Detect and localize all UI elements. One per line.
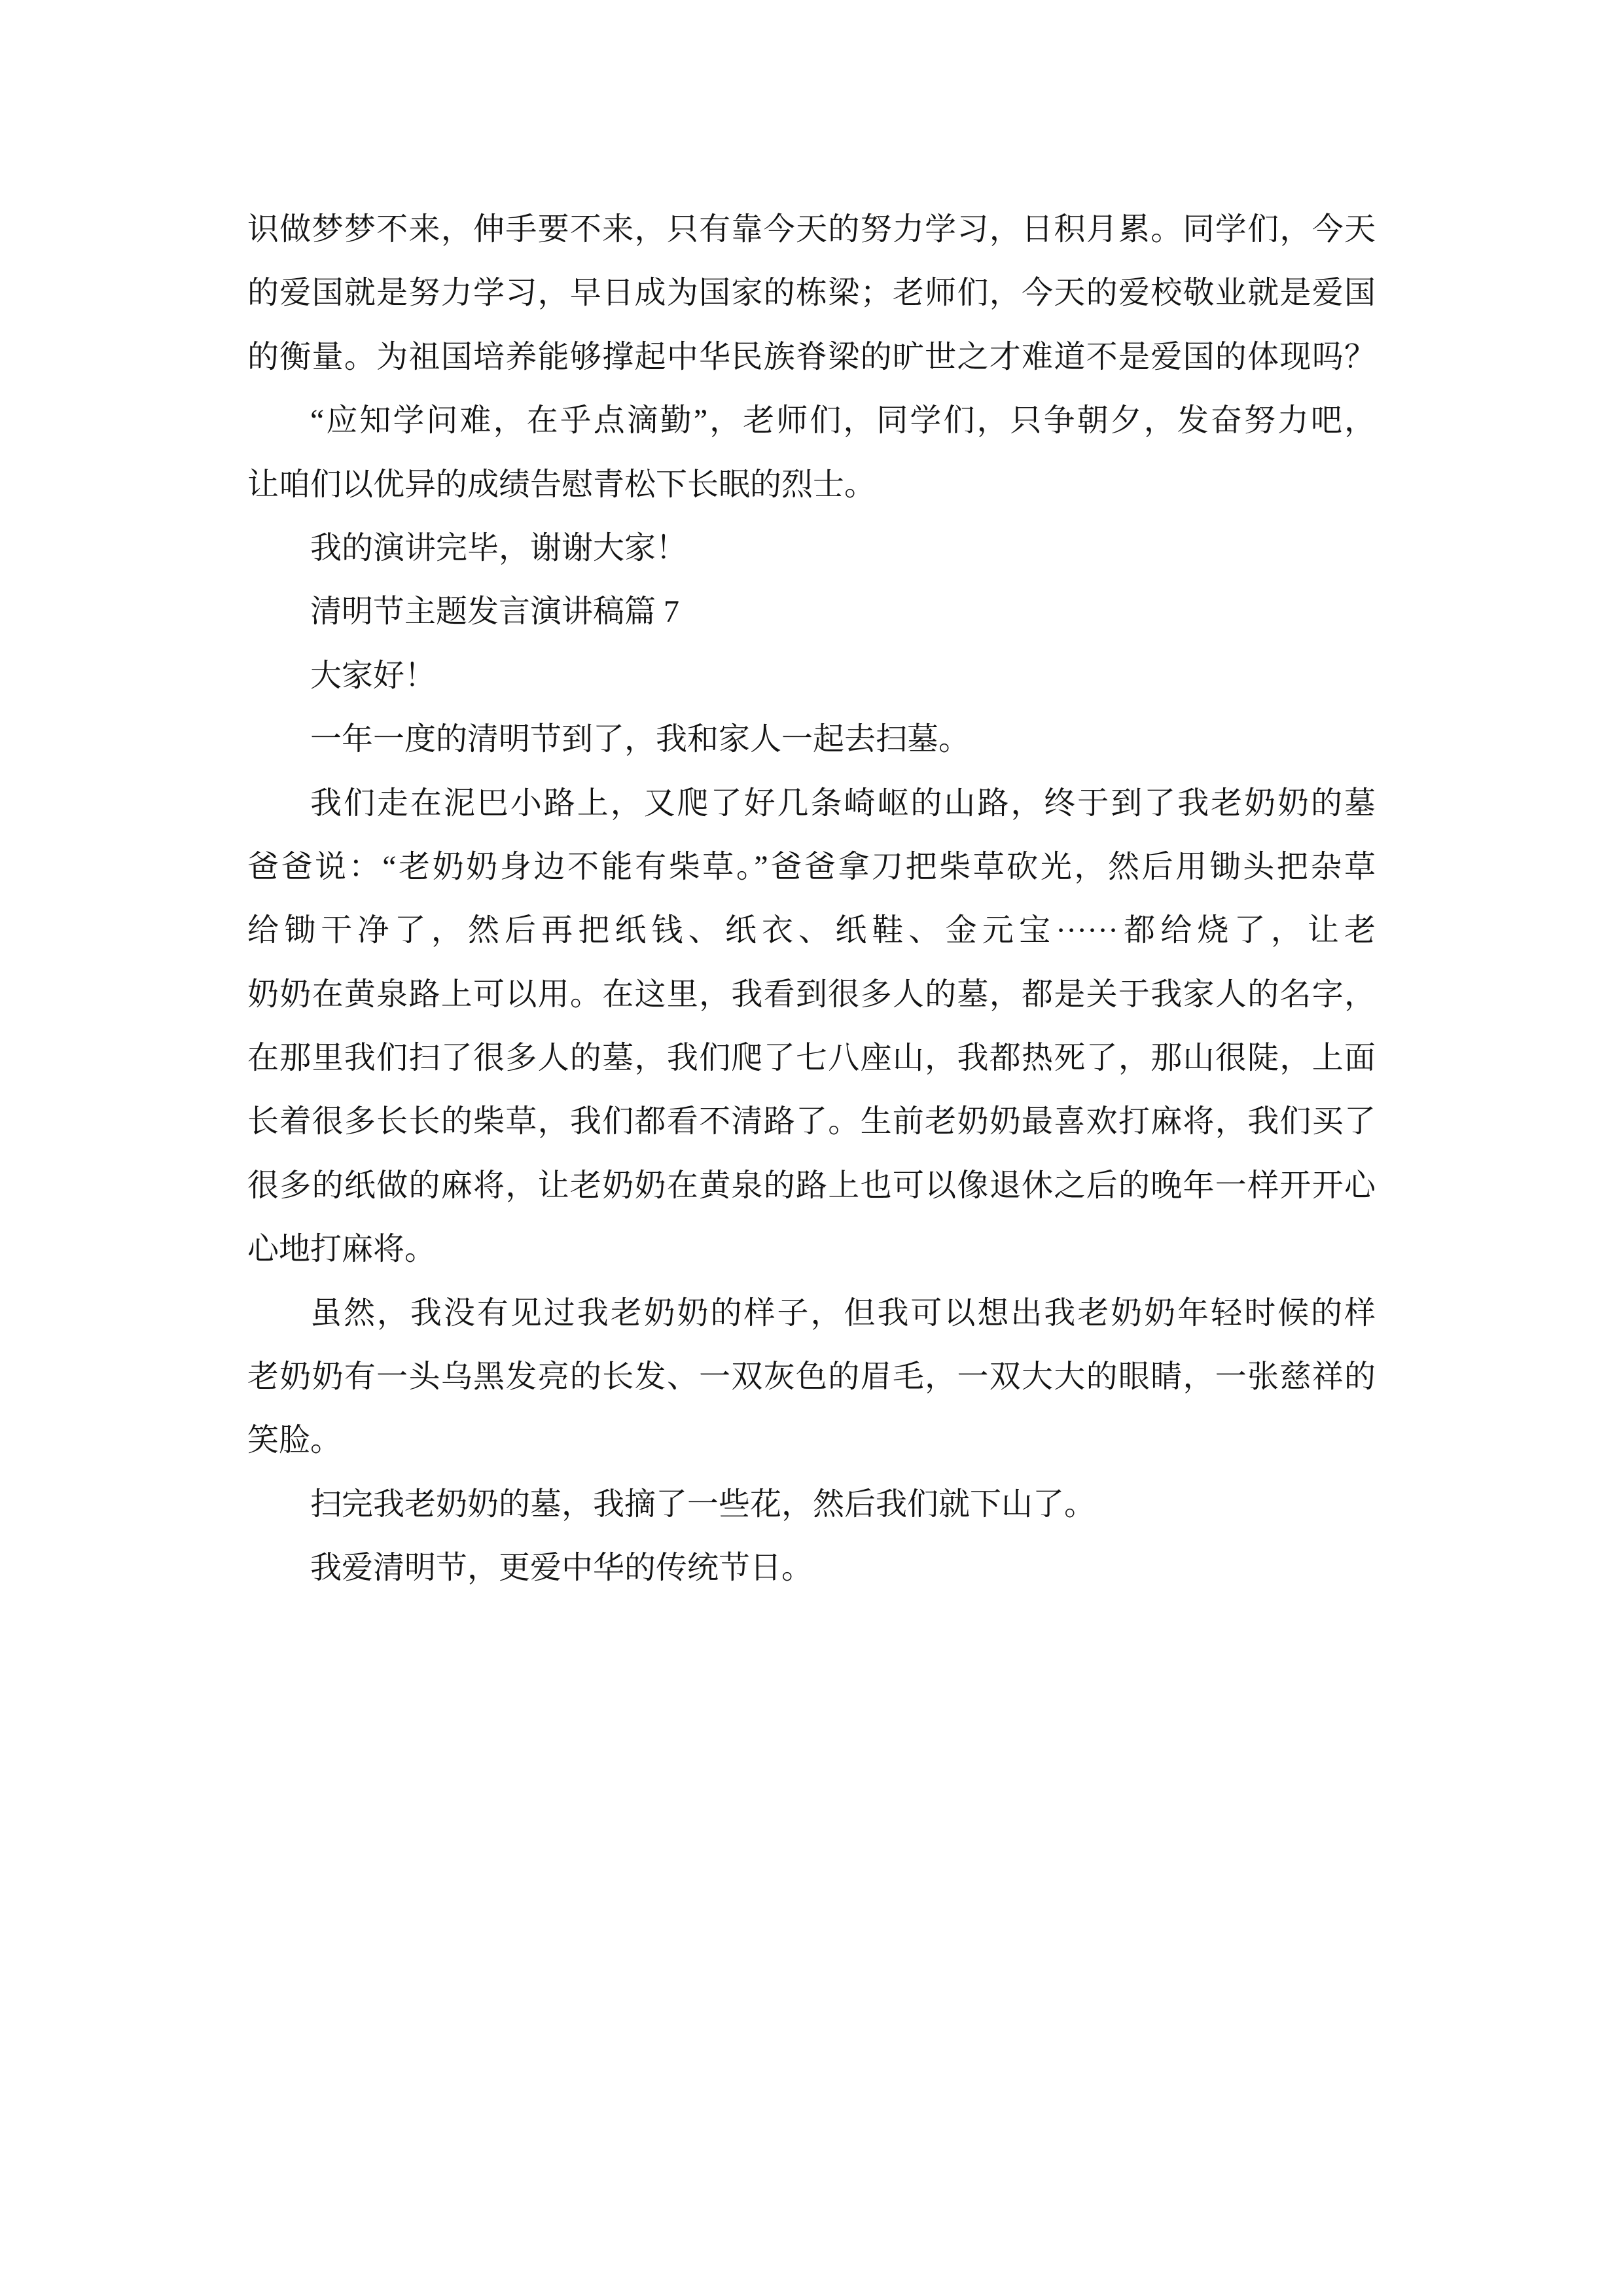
text-line: 识做梦梦不来，伸手要不来，只有靠今天的努力学习，日积月累。同学们，今天 xyxy=(247,212,1376,247)
text-line: 给锄干净了，然后再把纸钱、纸衣、纸鞋、金元宝······都给烧了，让老 xyxy=(247,913,1376,948)
text-line: 心地打麻将。 xyxy=(247,1232,437,1267)
paragraph-continuation xyxy=(247,198,1376,389)
greeting xyxy=(247,644,1376,708)
text-line: 老奶奶有一头乌黑发亮的长发、一双灰色的眉毛，一双大大的眼睛，一张慈祥的 xyxy=(247,1359,1376,1395)
text-line: 爸爸说：“老奶奶身边不能有柴草。”爸爸拿刀把柴草砍光，然后用锄头把杂草 xyxy=(247,849,1376,884)
text-line: 笑脸。 xyxy=(247,1423,342,1458)
section-title-text: 清明节主题发言演讲稿篇 7 xyxy=(310,594,680,630)
paragraph xyxy=(247,1536,1376,1600)
text-line: 很多的纸做的麻将，让老奶奶在黄泉的路上也可以像退休之后的晚年一样开开心 xyxy=(247,1168,1376,1203)
paragraph xyxy=(247,772,1376,1282)
paragraph xyxy=(247,1473,1376,1536)
text-line: 大家好！ xyxy=(310,658,437,693)
paragraph xyxy=(247,708,1376,771)
document-body xyxy=(247,198,1376,1600)
paragraph-closing xyxy=(247,516,1376,580)
text-line: 我爱清明节，更爱中华的传统节日。 xyxy=(310,1551,813,1586)
text-line: 奶奶在黄泉路上可以用。在这里，我看到很多人的墓，都是关于我家人的名字， xyxy=(247,977,1376,1012)
text-line: 在那里我们扫了很多人的墓，我们爬了七八座山，我都热死了，那山很陡，上面 xyxy=(247,1041,1376,1076)
text-line: 我的演讲完毕，谢谢大家！ xyxy=(310,530,688,565)
text-line: 扫完我老奶奶的墓，我摘了一些花，然后我们就下山了。 xyxy=(310,1486,1096,1522)
text-line: 一年一度的清明节到了，我和家人一起去扫墓。 xyxy=(310,722,971,757)
text-line: 让咱们以优异的成绩告慰青松下长眠的烈士。 xyxy=(247,467,876,502)
text-line: 的衡量。为祖国培养能够撑起中华民族脊梁的旷世之才难道不是爱国的体现吗？ xyxy=(247,339,1376,374)
paragraph xyxy=(247,1282,1376,1473)
text-line: 长着很多长长的柴草，我们都看不清路了。生前老奶奶最喜欢打麻将，我们买了 xyxy=(247,1104,1376,1139)
text-line: 的爱国就是努力学习，早日成为国家的栋梁；老师们，今天的爱校敬业就是爱国 xyxy=(247,276,1376,311)
paragraph xyxy=(247,389,1376,516)
text-line: 虽然，我没有见过我老奶奶的样子，但我可以想出我老奶奶年轻时候的样 xyxy=(310,1295,1376,1331)
section-title xyxy=(247,580,1376,643)
text-line: 我们走在泥巴小路上，又爬了好几条崎岖的山路，终于到了我老奶奶的墓 xyxy=(310,785,1376,821)
text-line: “应知学问难，在乎点滴勤”，老师们，同学们，只争朝夕，发奋努力吧， xyxy=(310,403,1376,439)
